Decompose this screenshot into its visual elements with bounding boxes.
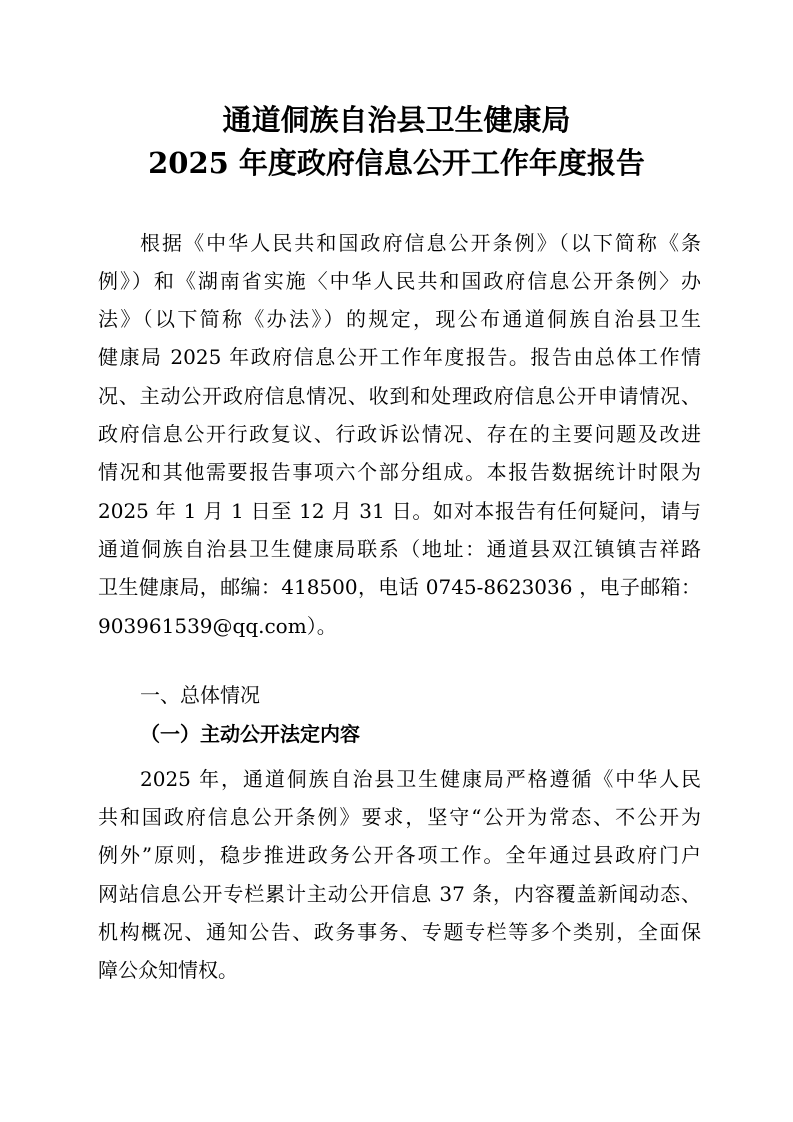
intro-paragraph-line: 政府信息公开行政复议、行政诉讼情况、存在的主要问题及改进	[98, 422, 701, 446]
intro-paragraph-line: 903961539@qq.com）。	[98, 614, 337, 638]
intro-paragraph-line: 况、主动公开政府信息情况、收到和处理政府信息公开申请情况、	[98, 384, 701, 408]
report-title-line-2: 2025 年度政府信息公开工作年度报告	[148, 146, 645, 180]
section-paragraph-line: 网站信息公开专栏累计主动公开信息 37 条，内容覆盖新闻动态、	[98, 882, 701, 906]
intro-paragraph-line: 根据《中华人民共和国政府信息公开条例》（以下简称《条	[140, 231, 701, 255]
intro-paragraph-line: 通道侗族自治县卫生健康局联系（地址：通道县双江镇镇吉祥路	[98, 537, 701, 561]
intro-paragraph-line: 卫生健康局，邮编：418500，电话 0745-8623036 ，电子邮箱：	[98, 575, 701, 599]
intro-paragraph-line: 例》）和《湖南省实施〈中华人民共和国政府信息公开条例〉办	[98, 269, 701, 293]
section-paragraph-line: 障公众知情权。	[98, 958, 238, 982]
section-paragraph-line: 机构概况、通知公告、政务事务、专题专栏等多个类别，全面保	[98, 920, 701, 944]
section-paragraph-line: 2025 年，通道侗族自治县卫生健康局严格遵循《中华人民	[140, 767, 701, 791]
intro-paragraph-line: 健康局 2025 年政府信息公开工作年度报告。报告由总体工作情	[98, 345, 701, 369]
report-title-line-1: 通道侗族自治县卫生健康局	[222, 103, 571, 137]
section-paragraph-line: 共和国政府信息公开条例》要求，坚守“公开为常态、不公开为	[98, 805, 701, 829]
intro-paragraph-line: 2025 年 1 月 1 日至 12 月 31 日。如对本报告有任何疑问，请与	[98, 499, 701, 523]
section-heading: 一、总体情况	[140, 683, 260, 707]
intro-paragraph-line: 法》（以下简称《办法》）的规定，现公布通道侗族自治县卫生	[98, 307, 701, 331]
subsection-heading: （一）主动公开法定内容	[140, 722, 360, 746]
section-paragraph-line: 例外”原则，稳步推进政务公开各项工作。全年通过县政府门户	[98, 843, 701, 867]
intro-paragraph-line: 情况和其他需要报告事项六个部分组成。本报告数据统计时限为	[98, 460, 701, 484]
